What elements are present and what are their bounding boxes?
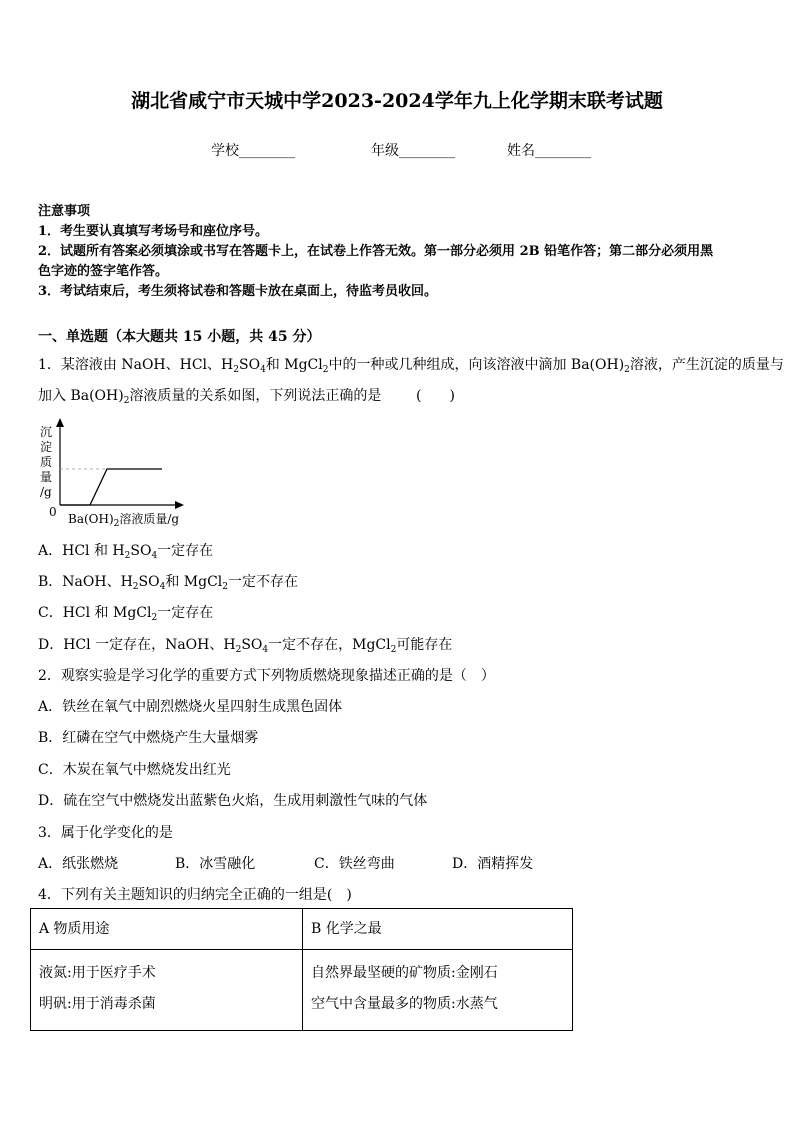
subscript: 4 (262, 645, 269, 655)
text: Ba(OH) (68, 512, 114, 526)
text: SO (130, 543, 152, 559)
text: 一定存在 (157, 543, 214, 559)
series-line (60, 469, 162, 505)
notes-item: 1．考生要认真填写考场号和座位序号。 (38, 224, 269, 239)
table-cell-b (303, 950, 573, 1031)
q3-option-a: A．纸张燃烧 (38, 856, 119, 872)
text: 一定存在 (157, 605, 214, 621)
q3-option-d: D．酒精挥发 (452, 856, 534, 872)
q2-option-b: B．红磷在空气中燃烧产生大量烟雾 (38, 730, 259, 746)
text: B．NaOH、H (38, 574, 133, 590)
subscript: 2 (322, 365, 329, 375)
text: SO (238, 357, 261, 373)
table-line: 明矾:用于消毒杀菌 (39, 996, 156, 1012)
text: A．HCl 和 H (38, 543, 125, 559)
q1-stem-line2 (38, 385, 381, 405)
subscript: 4 (159, 582, 166, 592)
subscript: 4 (260, 365, 266, 375)
text: 一定不存在 (228, 574, 298, 590)
text: 和 MgCl (265, 357, 323, 373)
subscript: 4 (151, 551, 158, 561)
text: 溶液，产生沉淀的质量与 (629, 357, 784, 373)
table-row (31, 909, 573, 950)
subscript: 2 (113, 519, 120, 529)
table-row (31, 950, 573, 1031)
y-label-char: 质 (40, 455, 53, 469)
notes-item: 2．试题所有答案必须填涂或书写在答题卡上，在试卷上作答无效。第一部分必须用 2B 铅笔作答；第二部分必须用黑 (38, 244, 714, 259)
y-label-char: 量 (40, 470, 53, 484)
school-field: 学校________ (211, 143, 295, 159)
q3-stem: 3．属于化学变化的是 (38, 825, 173, 841)
text: 和 MgCl (165, 574, 223, 590)
subscript: 2 (235, 645, 242, 655)
q3-option-c: C．铁丝弯曲 (314, 856, 395, 872)
subscript: 2 (123, 396, 130, 406)
text: 溶液质量/g (119, 512, 180, 526)
table-line: 液氮:用于医疗手术 (39, 965, 156, 981)
q2-option-d: D．硫在空气中燃烧发出蓝紫色火焰，生成用刺激性气味的气体 (38, 793, 428, 809)
y-axis-arrow (56, 418, 64, 427)
subscript: 2 (151, 613, 158, 623)
text: 加入 Ba(OH) (38, 388, 124, 404)
text: D．HCl 一定存在，NaOH、H (38, 637, 236, 653)
table-header-b: B 化学之最 (303, 909, 573, 950)
y-label-char: 淀 (40, 440, 53, 454)
q1-option-c (38, 602, 213, 622)
table-line: 自然界最坚硬的矿物质:金刚石 (311, 965, 498, 981)
chart-origin-label: 0 (49, 505, 57, 519)
table-line: 空气中含量最多的物质:水蒸气 (311, 996, 498, 1012)
answer-bracket: ( ) (416, 388, 455, 404)
y-label-char: 沉 (40, 425, 53, 439)
table-header-a: A 物质用途 (31, 909, 303, 950)
q2-option-a: A．铁丝在氧气中剧烈燃烧火星四射生成黑色固体 (38, 699, 343, 715)
name-field: 姓名________ (507, 143, 591, 159)
q1-option-b (38, 571, 298, 591)
subscript: 2 (132, 582, 139, 592)
subscript: 2 (390, 645, 397, 655)
x-axis-arrow (175, 501, 184, 509)
exam-title: 湖北省咸宁市天城中学2023-2024学年九上化学期末联考试题 (131, 90, 663, 112)
notes-block (38, 202, 713, 302)
subscript: 2 (222, 582, 228, 592)
q4-stem: 4．下列有关主题知识的归纳完全正确的一组是( ) (38, 887, 352, 903)
subscript: 2 (624, 365, 630, 375)
q1-option-a (38, 540, 213, 560)
q1-option-d (38, 634, 452, 654)
text: 可能存在 (396, 637, 453, 653)
notes-item: 3．考试结束后，考生须将试卷和答题卡放在桌面上，待监考员收回。 (38, 284, 438, 299)
text: C．HCl 和 MgCl (38, 605, 152, 621)
text: SO (138, 574, 160, 590)
grade-field: 年级________ (371, 143, 455, 159)
q3-option-b: B．冰雪融化 (175, 856, 256, 872)
q2-option-c: C．木炭在氧气中燃烧发出红光 (38, 762, 231, 778)
q1-stem-line1 (38, 354, 784, 374)
precipitate-chart (50, 415, 190, 515)
knowledge-table (30, 908, 573, 1031)
y-label-char: /g (40, 485, 52, 499)
text: 1．某溶液由 NaOH、HCl、H (38, 357, 234, 373)
q2-stem: 2．观察实验是学习化学的重要方式下列物质燃烧现象描述正确的是（ ） (38, 668, 495, 684)
text: SO (241, 637, 263, 653)
text: 溶液质量的关系如图，下列说法正确的是 (129, 388, 382, 404)
section-heading: 一、单选题（本大题共 15 小题，共 45 分） (38, 329, 321, 345)
notes-heading: 注意事项 (38, 204, 91, 219)
table-cell-a (31, 950, 303, 1031)
text: 一定不存在，MgCl (268, 637, 391, 653)
subscript: 2 (233, 365, 239, 375)
notes-item: 色字迹的签字笔作答。 (38, 264, 169, 279)
text: 中的一种或几种组成，向该溶液中滴加 Ba(OH) (328, 357, 625, 373)
subscript: 2 (124, 551, 131, 561)
